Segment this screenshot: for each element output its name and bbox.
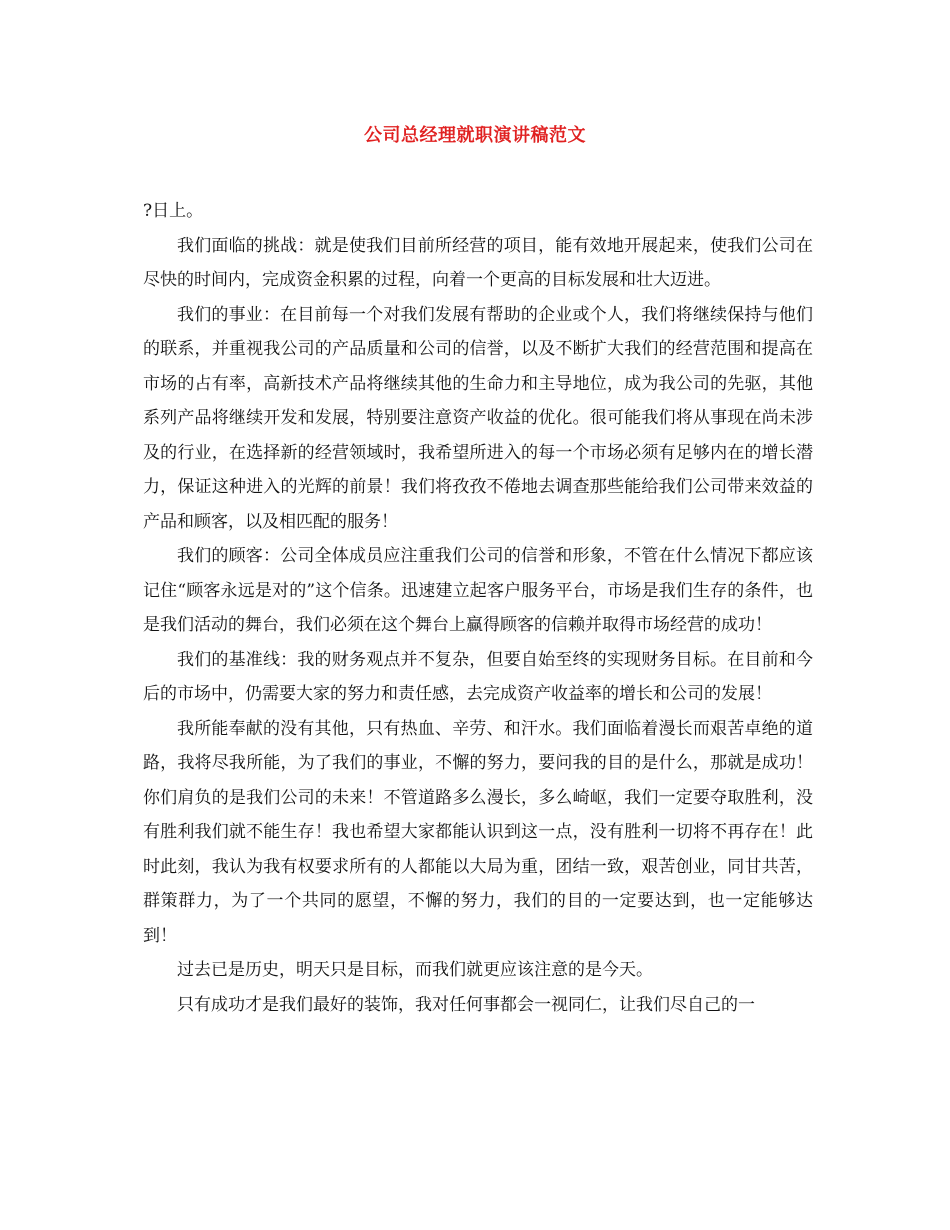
paragraph: 我们的顾客：公司全体成员应注重我们公司的信誉和形象，不管在什么情况下都应该记住“顾客永远是对的”这个信条。迅速建立起客户服务平台，市场是我们生存的条件，也是我们活动的舞台，我们必须在这个舞台上赢得顾客的信赖并取得市场经营的成功！ bbox=[143, 546, 813, 635]
paragraph: 我们的事业：在目前每一个对我们发展有帮助的企业或个人，我们将继续保持与他们的联系，并重视我公司的产品质量和公司的信誉，以及不断扩大我们的经营范围和提高在市场的占有率，高新技术产品将继续其他的生命力和主导地位，成为我公司的先驱，其他系列产品将继续开发和发展，特别要注意资产收益的优化。很可能我们将从事现在尚未涉及的行业，在选择新的经营领域时，我希望所进入的每一个市场必须有足够内在的增长潜力，保证这种进入的光辉的前景！我们将孜孜不倦地去调查那些能给我们公司带来效益的产品和顾客，以及相匹配的服务！ bbox=[143, 304, 813, 532]
paragraph: 过去已是历史，明天只是目标，而我们就更应该注意的是今天。 bbox=[177, 960, 653, 980]
paragraph: 只有成功才是我们最好的装饰，我对任何事都会一视同仁，让我们尽自己的一 bbox=[177, 994, 755, 1015]
document-title: 公司总经理就职演讲稿范文 bbox=[364, 125, 586, 146]
paragraph: 我所能奉献的没有其他，只有热血、辛劳、和汗水。我们面临着漫长而艰苦卓绝的道路，我将尽我所能，为了我们的事业，不懈的努力，要问我的目的是什么，那就是成功！你们肩负的是我们公司的未来！不管道路多么漫长，多么崎岖，我们一定要夺取胜利，没有胜利我们就不能生存！我也希望大家都能认识到这一点，没有胜利一切将不再存在！此时此刻，我认为我有权要求所有的人都能以大局为重，团结一致，艰苦创业，同甘共苦，群策群力，为了一个共同的愿望，不懈的努力，我们的目的一定要达到，也一定能够达到！ bbox=[143, 718, 813, 946]
paragraph: ?日上。 bbox=[143, 201, 204, 221]
paragraph: 我们面临的挑战：就是使我们目前所经营的项目，能有效地开展起来，使我们公司在尽快的时间内，完成资金积累的过程，向着一个更高的目标发展和壮大迈进。 bbox=[143, 235, 813, 290]
paragraph: 我们的基准线：我的财务观点并不复杂，但要自始至终的实现财务目标。在目前和今后的市场中，仍需要大家的努力和责任感，去完成资产收益率的增长和公司的发展！ bbox=[143, 649, 813, 704]
document-body bbox=[143, 194, 813, 1022]
